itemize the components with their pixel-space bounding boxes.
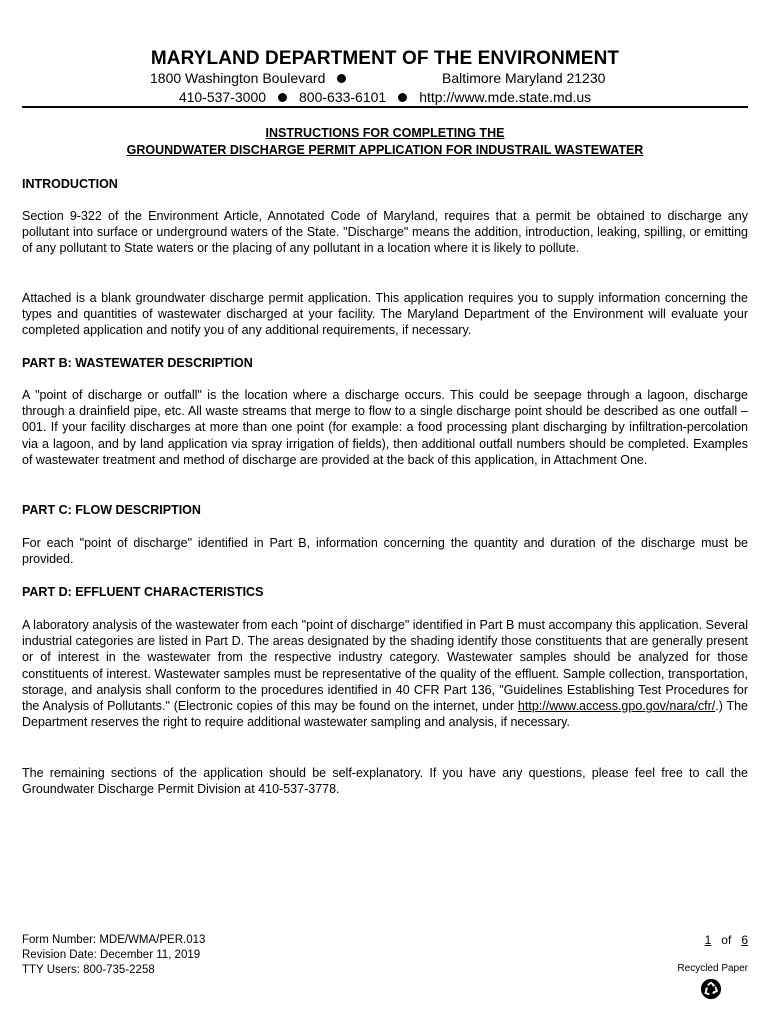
- intro-paragraph-2: Attached is a blank groundwater discharge permit application. This application requires you to supply information concerning the types and quantities of wastewater discharged at your facility. The Maryland Department of the Environment will evaluate your completed application and notify you of any additional requirements, if necessary.: [22, 291, 748, 338]
- intro-paragraph-1: Section 9-322 of the Environment Article, Annotated Code of Maryland, requires that a permit be obtained to discharge any pollutant into surface or underground waters of the State. "Discharge" means the addition, introduction, leaking, spilling, or emitting of any pollutant to State waters or the placing of any pollutant in a location where it is likely to pollute.: [22, 209, 748, 256]
- recycled-paper-label: Recycled Paper: [677, 963, 748, 974]
- bullet-icon: [398, 93, 407, 102]
- part-b-paragraph: A "point of discharge or outfall" is the location where a discharge occurs. This could be seepage through a lagoon, discharge through a drainfield pipe, etc. All waste streams that merge to flow to a single discharge point should be described as one outfall – 001. If your facility discharges at more than one point (for example: a food processing plant discharging by infiltration-percolation via a lagoon, and by land application via spray irrigation of fields), then additional outfall numbers should be completed. Examples of wastewater treatment and method of discharge are provided at the back of this application, in Attachment One.: [22, 388, 748, 467]
- recycle-icon: [700, 978, 722, 1000]
- website-url: http://www.mde.state.md.us: [419, 89, 592, 105]
- part-c-heading: PART C: FLOW DESCRIPTION: [22, 503, 201, 517]
- street-address: 1800 Washington Boulevard: [150, 70, 326, 86]
- page-of: of: [721, 933, 732, 947]
- bullet-icon: [337, 74, 346, 83]
- header-divider: [22, 106, 748, 108]
- part-d-text-a: A laboratory analysis of the wastewater from each "point of discharge" identified in Part B must accompany this application. Several industrial categories are listed in Part D. The areas designated by the shading identify those constituents that are generally present or of interest in the wastewater from the respective industry category. Wastewater samples should be analyzed for those constituents of interest. Wastewater samples must be representative of the quality of the effluent. Sample collection, transportation, storage, and analysis shall conform to the procedures identified in 40 CFR Part 136, "Guidelines Establishing Test Procedures for the Analysis of Pollutants." (Electronic copies of this may be found on the internet, under: [22, 618, 748, 714]
- closing-paragraph: The remaining sections of the application should be self-explanatory. If you have any questions, please feel free to call the Groundwater Discharge Permit Division at 410-537-3778.: [22, 766, 748, 797]
- form-info: [22, 933, 205, 978]
- intro-heading: INTRODUCTION: [22, 177, 118, 191]
- part-d-paragraph: [22, 617, 748, 730]
- bullet-icon: [278, 93, 287, 102]
- org-name: MARYLAND DEPARTMENT OF THE ENVIRONMENT: [150, 48, 620, 69]
- city-state-zip: Baltimore Maryland 21230: [442, 70, 606, 86]
- part-d-heading: PART D: EFFLUENT CHARACTERISTICS: [22, 585, 264, 599]
- document-title-line2: GROUNDWATER DISCHARGE PERMIT APPLICATION FOR INDUSTRAIL WASTEWATER: [126, 143, 644, 157]
- phone-main: 410-537-3000: [178, 89, 267, 105]
- page-current: 1: [704, 933, 712, 947]
- document-title-line1: INSTRUCTIONS FOR COMPLETING THE: [265, 126, 505, 140]
- part-c-paragraph: For each "point of discharge" identified in Part B, information concerning the quantity and duration of the discharge must be provided.: [22, 536, 748, 567]
- tty-number: TTY Users: 800-735-2258: [22, 964, 155, 976]
- page-number: [705, 933, 748, 947]
- part-b-heading: PART B: WASTEWATER DESCRIPTION: [22, 356, 253, 370]
- part-d-text-b: .) The Department reserves the right to require additional wastewater sampling and analysis, if necessary.: [22, 699, 749, 730]
- revision-date: Revision Date: December 11, 2019: [22, 949, 201, 961]
- page-total: 6: [741, 933, 748, 947]
- form-number: Form Number: MDE/WMA/PER.013: [22, 934, 206, 946]
- cfr-link[interactable]: http://www.access.gpo.gov/nara/cfr/: [517, 699, 716, 714]
- contact-line: [22, 89, 748, 105]
- phone-tollfree: 800-633-6101: [299, 89, 387, 105]
